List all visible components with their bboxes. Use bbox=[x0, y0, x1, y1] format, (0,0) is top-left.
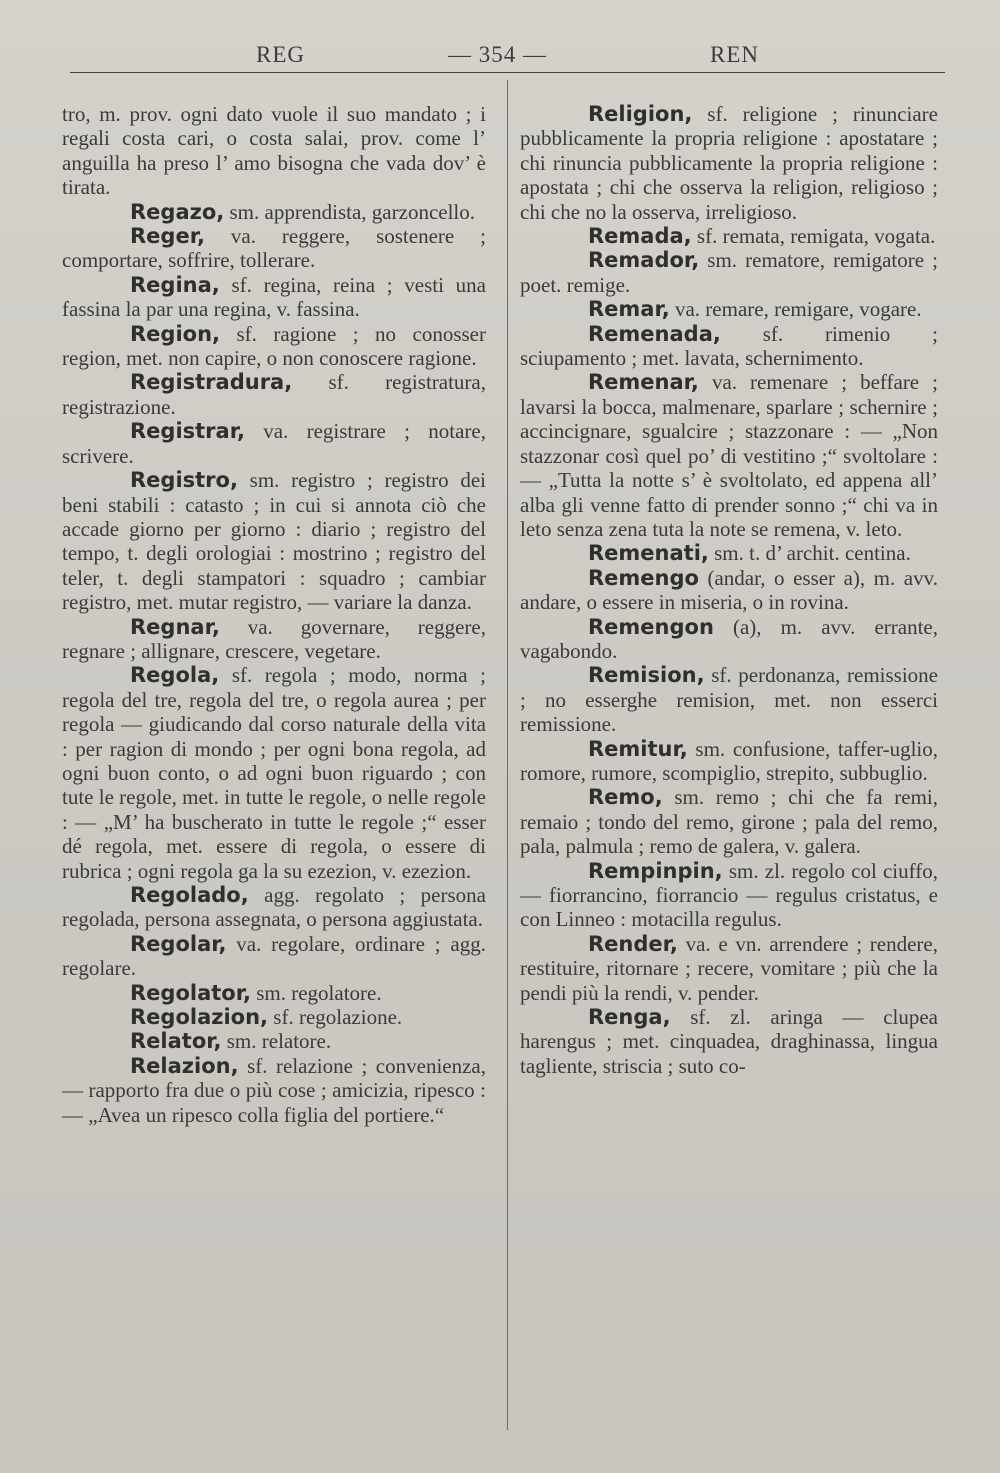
dictionary-entry bbox=[520, 737, 938, 786]
dictionary-entry bbox=[62, 615, 486, 664]
entry-headword: Remengo bbox=[588, 565, 699, 590]
entry-headword: Remada, bbox=[588, 224, 692, 249]
entry-headword: Region, bbox=[130, 321, 220, 346]
column-divider bbox=[507, 80, 508, 1430]
entry-headword: Remar, bbox=[588, 297, 670, 322]
entry-definition: va. governare, reggere, regnare ; allignare, crescere, vegetare. bbox=[62, 614, 486, 663]
entry-definition: sf. zl. aringa — clupea harengus ; met. cinquadea, draghinassa, lingua tagliente, striscia ; suto co- bbox=[520, 1005, 938, 1078]
dictionary-entry bbox=[520, 102, 938, 224]
entry-definition: sf. ragione ; no conosser region, met. non capire, o non conoscere ragione. bbox=[62, 321, 486, 371]
entry-headword: Render, bbox=[588, 931, 678, 956]
entry-definition: sf. regina, reina ; vesti una fassina la par una regina, v. fassina. bbox=[62, 272, 486, 322]
entry-headword: Relator, bbox=[130, 1029, 222, 1054]
entry-headword: Registradura, bbox=[130, 370, 293, 395]
entry-definition: va. reggere, sostenere ; comportare, soffrire, tollerare. bbox=[62, 224, 486, 273]
entry-definition: sm. t. d’ archit. centina. bbox=[708, 541, 911, 566]
entry-definition: (a), m. avv. errante, vagabondo. bbox=[520, 614, 938, 663]
dictionary-entry bbox=[520, 224, 938, 248]
dictionary-entry bbox=[520, 1005, 938, 1078]
entry-headword: Regnar, bbox=[130, 614, 220, 639]
entry-headword: Remo, bbox=[588, 785, 663, 810]
dictionary-entry bbox=[520, 932, 938, 1005]
dictionary-entry bbox=[62, 981, 486, 1005]
dictionary-entry bbox=[62, 200, 486, 224]
entry-definition: sm. apprendista, garzoncello. bbox=[224, 199, 475, 224]
entry-definition: sf. regolazione. bbox=[268, 1005, 403, 1030]
left-column bbox=[62, 102, 486, 1127]
entry-headword: Regazo, bbox=[130, 199, 225, 224]
entry-definition: sm. confusione, taffer-uglio, romore, rumore, scompiglio, strepito, subbuglio. bbox=[520, 736, 938, 785]
dictionary-entry bbox=[62, 663, 486, 883]
dictionary-entry bbox=[62, 370, 486, 419]
entry-headword: Regina, bbox=[130, 272, 220, 297]
dictionary-entry bbox=[62, 322, 486, 371]
entry-headword: Relazion, bbox=[130, 1053, 239, 1078]
entry-headword: Reger, bbox=[130, 224, 205, 249]
entry-definition: sf. religione ; rinunciare pubblicamente la propria religione : apostatare ; chi rinuncia pubblicamente la propria religione : apostata ; chi che osserva la religion, religioso ; chi che no la osserva, irreligioso. bbox=[520, 102, 938, 224]
entry-headword: Remision, bbox=[588, 663, 705, 688]
entry-definition: sf. registratura, registrazione. bbox=[62, 370, 486, 419]
entry-headword: Registro, bbox=[130, 468, 238, 493]
dictionary-entry bbox=[62, 102, 486, 200]
dictionary-entry bbox=[62, 932, 486, 981]
dictionary-entry bbox=[62, 273, 486, 322]
right-column bbox=[520, 102, 938, 1078]
dictionary-entry bbox=[62, 1029, 486, 1053]
entry-definition: sm. rematore, remigatore ; poet. remige. bbox=[520, 248, 938, 297]
entry-headword: Renga, bbox=[588, 1005, 671, 1030]
entry-definition: sf. perdonanza, remissione ; no esserghe remision, met. non esserci remissione. bbox=[520, 663, 938, 737]
page-number: — 354 — bbox=[448, 42, 547, 67]
entry-headword: Remitur, bbox=[588, 736, 688, 761]
entry-headword: Regolator, bbox=[130, 980, 251, 1005]
dictionary-entry bbox=[520, 248, 938, 297]
entry-definition: sm. regolatore. bbox=[250, 980, 382, 1005]
entry-headword: Remenati, bbox=[588, 541, 709, 566]
header-rule bbox=[70, 72, 945, 73]
entry-headword: Remenada, bbox=[588, 321, 721, 346]
entry-definition: va. remare, remigare, vogare. bbox=[669, 297, 922, 322]
dictionary-entry bbox=[520, 859, 938, 932]
dictionary-entry bbox=[520, 566, 938, 615]
entry-definition: sm. relatore. bbox=[221, 1029, 332, 1054]
dictionary-entry bbox=[520, 541, 938, 565]
entry-definition: sf. rimenio ; sciupamento ; met. lavata, schernimento. bbox=[520, 321, 938, 371]
entry-definition: sm. remo ; chi che fa remi, remaio ; tondo del remo, girone ; pala del remo, pala, palmula ; remo de galera, v. galera. bbox=[520, 785, 938, 859]
entry-definition: va. registrare ; notare, scrivere. bbox=[62, 419, 486, 468]
entry-definition: va. remenare ; beffare ; lavarsi la bocca, malmenare, sparlare ; schernire ; accincignare, sgualcire ; stazzonare : — „Non stazzonar così quel po’ di vestitino ;“ svoltolare : — „Tutta la notte s’ è svoltolato, ed appena all’ alba gli venne fatto di prender sonno ;“ chi va in leto senza zena tuta la note se remena, v. leto. bbox=[520, 370, 938, 541]
entry-headword: Remenar, bbox=[588, 370, 699, 395]
dictionary-entry bbox=[520, 297, 938, 321]
entry-definition: tro, m. prov. ogni dato vuole il suo mandato ; i regali costa cari, o costa salai, prov. come l’ anguilla ha preso l’ amo bisogna che vada dov’ è tirata. bbox=[62, 102, 486, 200]
dictionary-entry bbox=[520, 663, 938, 736]
entry-headword: Registrar, bbox=[130, 419, 245, 444]
dictionary-entry bbox=[520, 615, 938, 664]
entry-headword: Rempinpin, bbox=[588, 858, 723, 883]
entry-headword: Religion, bbox=[588, 102, 693, 126]
entry-headword: Regolado, bbox=[130, 883, 249, 907]
dictionary-entry bbox=[62, 1005, 486, 1029]
entry-headword: Regola, bbox=[130, 663, 220, 688]
entry-definition: sf. regola ; modo, norma ; regola del tre, regola del tre, o regola aurea ; per regola — giudicando dal corso naturale della vita : per ragion di mondo ; per ogni bona regola, ad ogni buon conto, o ad ogni buon riguardo ; con tute le regole, met. in tutte le regole, o nelle regole : — „M’ ha buscherato in tutte le regole ;“ esser dé regola, met. essere di regola, o essere di rubrica ; ogni regola ga la su ezezion, v. ezezion. bbox=[62, 663, 486, 883]
header-right-guide-word: REN bbox=[710, 42, 759, 67]
entry-definition: va. regolare, ordinare ; agg. regolare. bbox=[62, 931, 486, 981]
dictionary-entry bbox=[520, 322, 938, 371]
entry-headword: Remengon bbox=[588, 614, 714, 639]
entry-definition: sf. relazione ; convenienza, — rapporto fra due o più cose ; amicizia, ripesco : — „Avea un ripesco colla figlia del portiere.“ bbox=[62, 1053, 486, 1127]
entry-definition: (andar, o esser a), m. avv. andare, o essere in miseria, o in rovina. bbox=[520, 565, 938, 615]
dictionary-entry bbox=[62, 883, 486, 932]
header-left-guide-word: REG bbox=[256, 42, 305, 67]
dictionary-entry bbox=[62, 468, 486, 614]
entry-definition: sm. zl. regolo col ciuffo, — fiorrancino, fiorrancio — regulus cristatus, e con Linneo : motacilla regulus. bbox=[520, 858, 938, 932]
entry-headword: Regolar, bbox=[130, 931, 227, 956]
entry-headword: Regolazion, bbox=[130, 1005, 269, 1030]
entry-headword: Remador, bbox=[588, 248, 700, 273]
dictionary-entry bbox=[62, 1054, 486, 1127]
dictionary-entry bbox=[62, 419, 486, 468]
entry-definition: sf. remata, remigata, vogata. bbox=[691, 224, 936, 249]
entry-definition: agg. regolato ; persona regolada, persona assegnata, o persona aggiustata. bbox=[62, 883, 486, 932]
dictionary-entry bbox=[520, 785, 938, 858]
entry-definition: sm. registro ; registro dei beni stabili : catasto ; in cui si annota ciò che accade giorno per giorno : diario ; registro del tempo, t. degli orologiai : mostrino ; registro del teler, t. degli stampatori : squadro ; cambiar registro, met. mutar registro, — variare la danza. bbox=[62, 468, 486, 615]
entry-definition: va. e vn. arrendere ; rendere, restituire, ritornare ; recere, vomitare ; più che la pendi più la rendi, v. pender. bbox=[520, 931, 938, 1005]
dictionary-entry bbox=[520, 370, 938, 541]
dictionary-entry bbox=[62, 224, 486, 273]
page-header bbox=[70, 38, 945, 72]
